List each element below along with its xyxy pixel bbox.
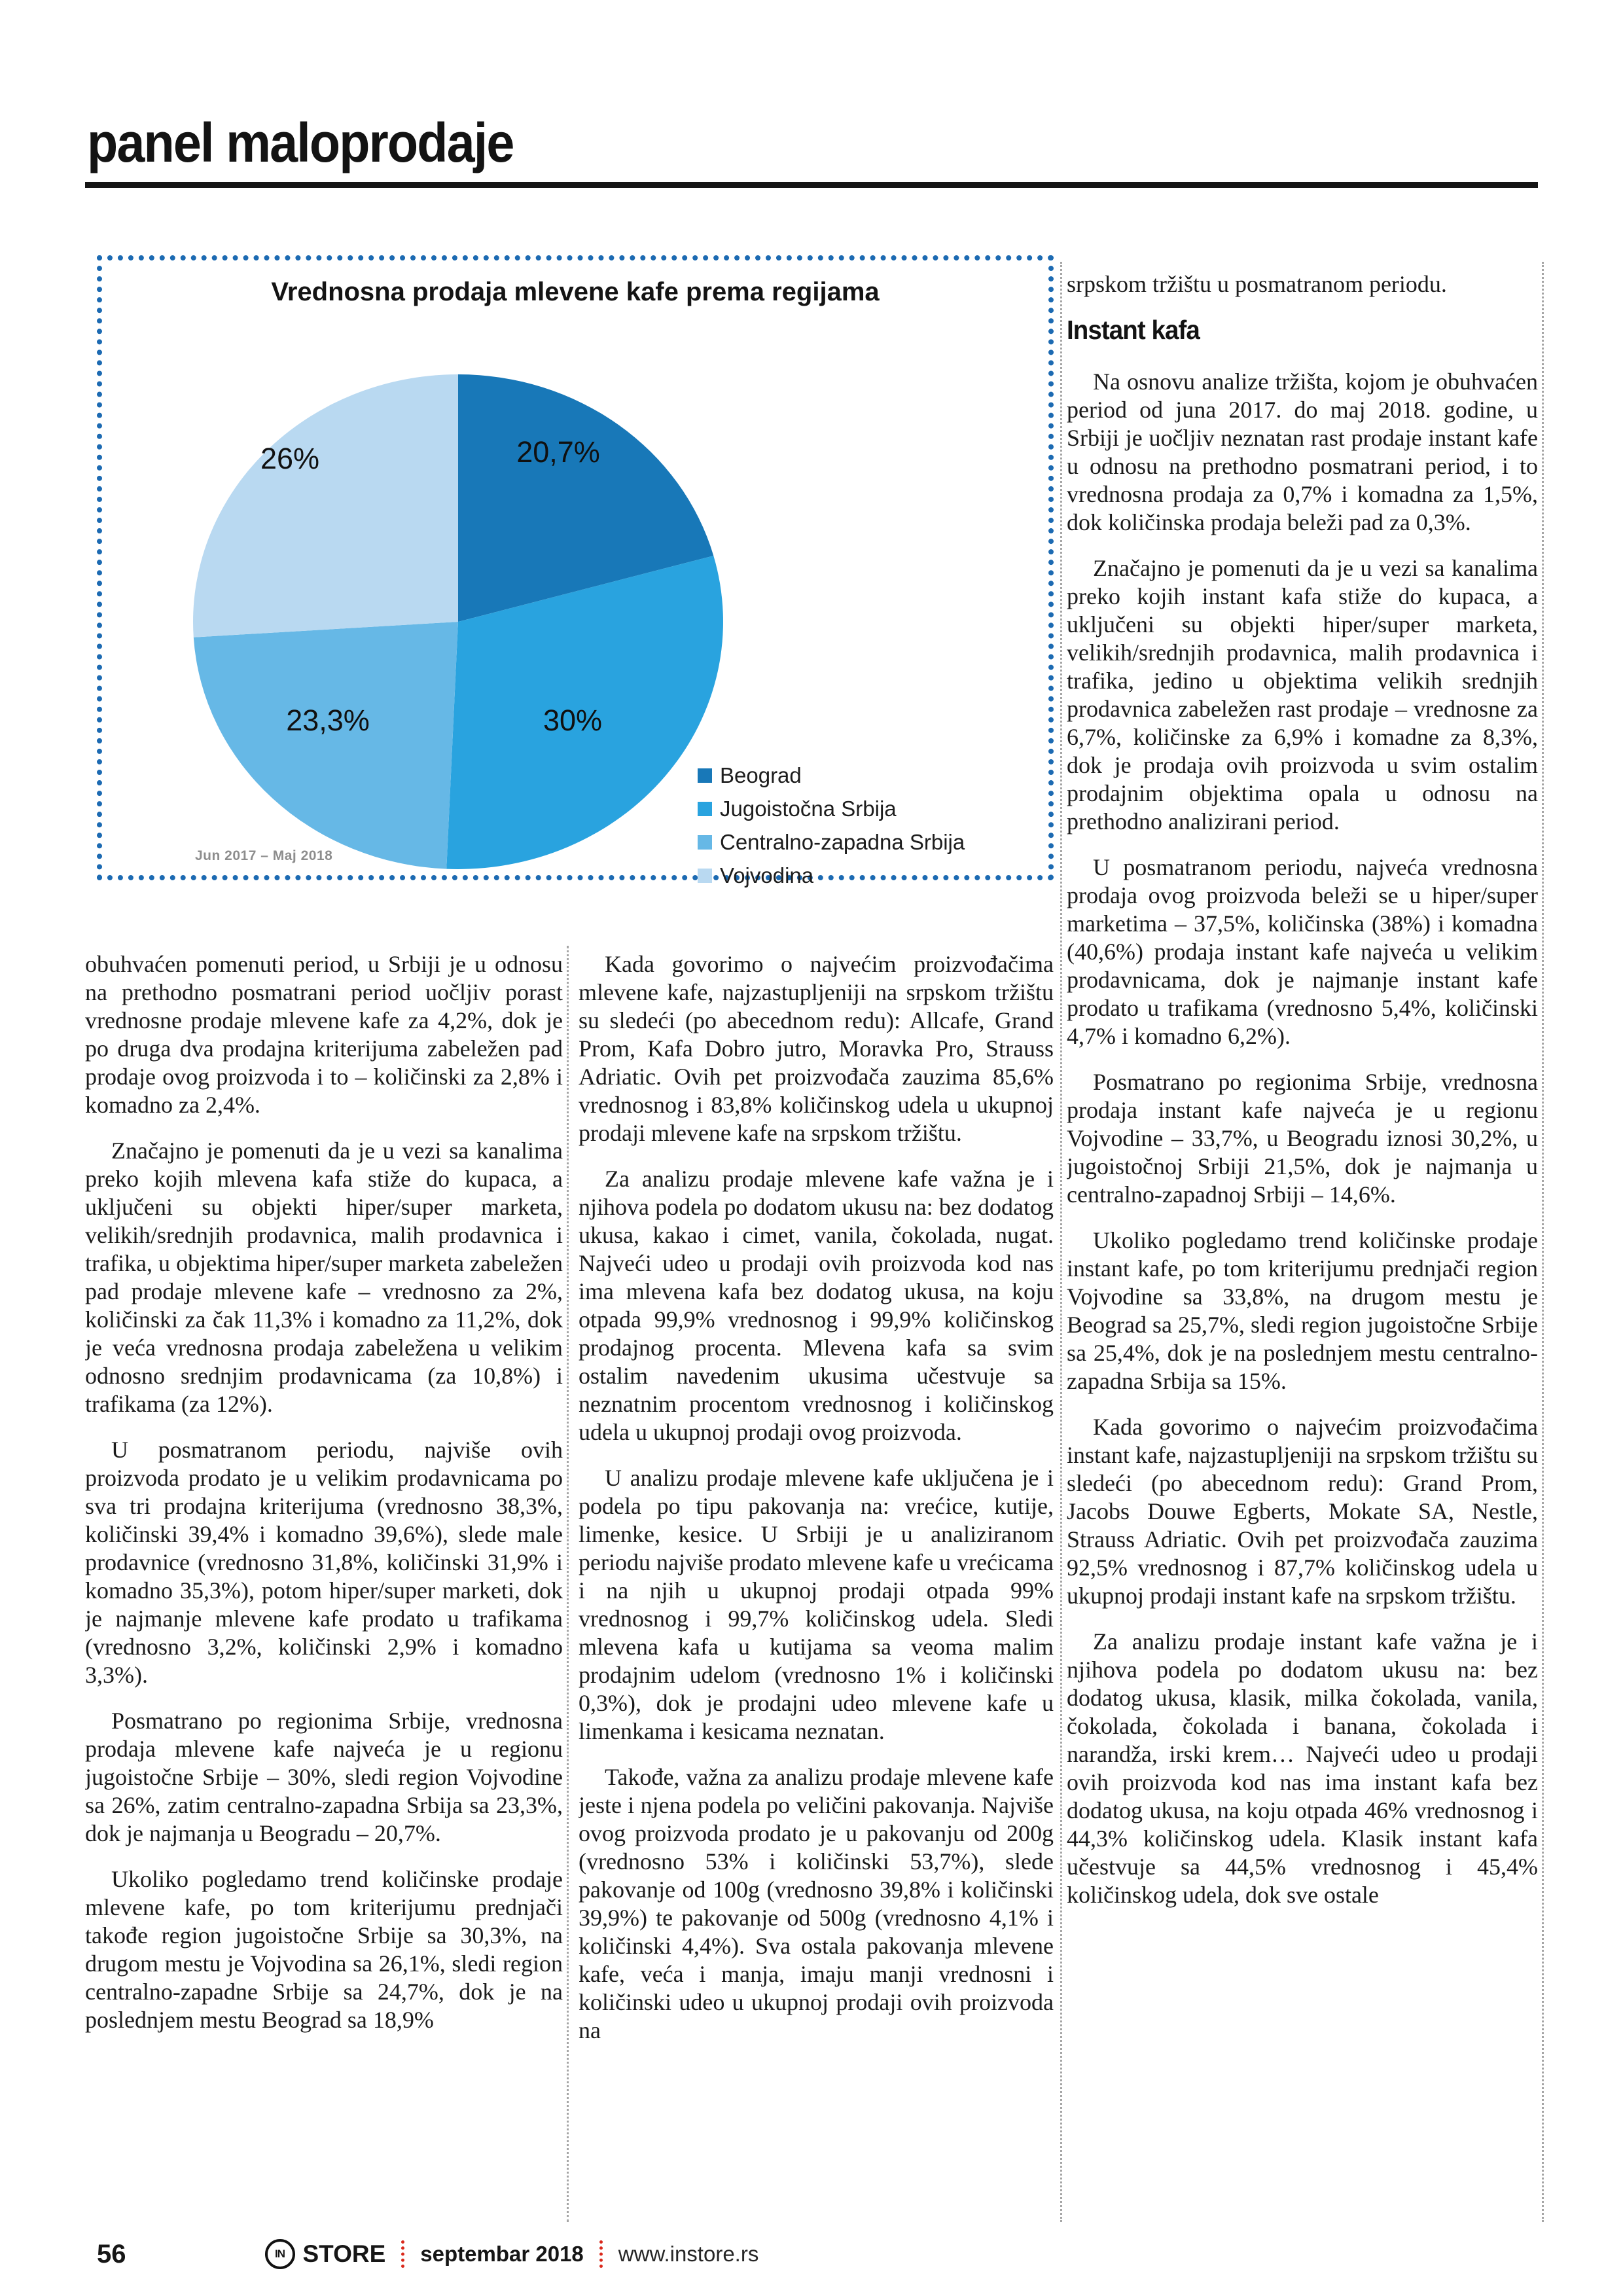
legend-swatch-icon xyxy=(698,835,712,850)
section-heading: Instant kafa xyxy=(1067,315,1200,345)
pie-slice-label: 20,7% xyxy=(516,435,600,469)
paragraph: U posmatranom periodu, najviše ovih proizvoda prodato je u velikim prodavnicama po sva tri prodajna kriterijuma (vrednosno 38,3%, količinski 39,4% i komadno 39,6%), slede male prodavnice (vrednosno 31,8%, količinski 31,9% i komadno 35,3%), potom hiper/super marketi, dok je najmanje mlevene kafe prodato u trafikama (vrednosno 3,2%, količinski 2,9% i komadno 3,3%). xyxy=(85,1437,563,1688)
pie-slice-2 xyxy=(194,622,458,869)
legend-item xyxy=(698,797,965,821)
article-column-right xyxy=(1067,270,1538,2223)
paragraph: srpskom tržištu u posmatranom periodu. xyxy=(1067,271,1447,297)
brand-name: STORE xyxy=(302,2240,386,2267)
paragraph: Na osnovu analize tržišta, kojom je obuhvaćen period od juna 2017. do maj 2018. godine, u Srbiji je uočljiv neznatan rast prodaje instant kafe u odnosu na prethodno posmatrani period, i to vrednosna prodaja za 0,7% i komadna za 1,5%, dok količinska prodaja beleži pad za 0,3%. xyxy=(1067,368,1538,535)
paragraph: U analizu prodaje mlevene kafe uključena je i podela po tipu pakovanja na: vrećice, kutije, limenke, kesice. U Srbiji je u analiziranom periodu najviše prodato mlevene kafe u vrećicama i na njih u ukupnoj prodaji otpada 99% vrednosnog i 99,7% količinskog udela. Sledi mlevena kafa u kutijama sa veoma malim prodajnim udelom (vrednosno 1% i količinski 0,3%), dok je prodajni udeo mlevene kafe u limenkama i kesicama neznatan. xyxy=(579,1465,1054,1744)
paragraph: Kada govorimo o najvećim proizvođačima mlevene kafe, najzastupljeniji na srpskom tržištu su sledeći (po abecednom redu): Allcafe, Grand Prom, Kafa Dobro jutro, Moravka Pro, Strauss Adriatic. Ovih pet proizvođača zauzima 85,6% vrednosnog i 83,8% količinskog udela u ukupnoj prodaji mlevene kafe na srpskom tržištu. xyxy=(579,951,1054,1146)
legend-label: Beograd xyxy=(720,763,802,787)
header-rule xyxy=(85,182,1538,188)
page-number: 56 xyxy=(97,2239,126,2269)
paragraph: Posmatrano po regionima Srbije, vrednosna prodaja mlevene kafe najveća je u regionu jugoistočne Srbije – 30%, sledi region Vojvodine sa 26%, zatim centralno-zapadna Srbija sa 23,3%, dok je najmanja u Beogradu – 20,7%. xyxy=(85,1708,563,1846)
legend-swatch-icon xyxy=(698,768,712,783)
footer-divider xyxy=(401,2240,404,2268)
article-column-middle xyxy=(579,950,1054,2223)
paragraph: Za analizu prodaje mlevene kafe važna je i njihova podela po dodatom ukusu na: bez dodatog ukusa, kakao i cimet, vanila, čokolada, nugat. Najveći udeo u prodaji ovih proizvoda kod nas ima mlevena kafa bez dodatog ukusa, na koju otpada 99,9% vrednosnog i 99,9% količinskog prodajnog procenta. Mlevena kafa sa svim ostalim navedenim ukusima učestvuje sa neznatnim procentom vrednosnog i količinskog udela u ukupnoj prodaji ovog proizvoda. xyxy=(579,1166,1054,1445)
footer-divider xyxy=(599,2240,603,2268)
paragraph: obuhvaćen pomenuti period, u Srbiji je u odnosu na prethodno posmatrani period uočljiv porast vrednosne prodaje mlevene kafe za 4,2%, dok je po druga dva prodajna kriterijuma zabeležen pad prodaje ovog proizvoda i to – količinski za 2,8% i komadno za 2,4%. xyxy=(85,951,563,1118)
pie-slice-3 xyxy=(193,374,458,637)
chart-title: Vrednosna prodaja mlevene kafe prema regijama xyxy=(271,278,880,306)
article-column-left xyxy=(85,950,563,2223)
column-divider xyxy=(1060,262,1062,2222)
paragraph: Za analizu prodaje instant kafe važna je i njihova podela po dodatom ukusu na: bez dodatog ukusa, klasik, milka čokolada, vanila, čokolada, čokolada i banana, čokolada i narandža, irski krem… Najveći udeo u prodaji ovih proizvoda kod nas ima instant kafa bez dodatog ukusa, na koju otpada 46% vrednosnog i 44,3% količinskog udela. Klasik instant kafa učestvuje sa 44,5% vrednosnog i 45,4% količinskog udela, dok sve ostale xyxy=(1067,1628,1538,1908)
column-divider xyxy=(1542,262,1544,2222)
page-footer xyxy=(97,2236,758,2272)
instore-logo xyxy=(265,2239,386,2269)
paragraph: Značajno je pomenuti da je u vezi sa kanalima preko kojih instant kafa stiže do kupaca, a uključeni su objekti hiper/super marketa, velikih/srednjih prodavnica, malih prodavnica i trafika, jedino u objektima velikih srednjih prodavnica zabeležen rast prodaje – vrednosne za 6,7%, količinske za 6,9% i komadne za 8,3%, dok je prodaja ovih proizvoda u svim ostalim prodajnim objektima opala u odnosu na prethodno analizirani period. xyxy=(1067,555,1538,834)
paragraph: Značajno je pomenuti da je u vezi sa kanalima preko kojih mlevena kafa stiže do kupaca, a uključeni su objekti hiper/super marketa, velikih/srednjih prodavnica, malih prodavnica i trafika, u objektima hiper/super marketa zabeležen pad prodaje mlevene kafe – vrednosno za 2%, količinski za čak 11,3% i komadno za 11,2%, dok je veća vrednosna prodaja zabeležena u velikim odnosno srednjim prodavnicama (za 10,8%) i trafikama (za 12%). xyxy=(85,1138,563,1417)
legend-label: Centralno-zapadna Srbija xyxy=(720,830,965,854)
paragraph: Takođe, važna za analizu prodaje mlevene kafe jeste i njena podela po veličini pakovanja. Najviše ovog proizvoda prodato je u pakovanju od 200g (vrednosno 53% i količinski 53,7%), slede pakovanje od 100g (vrednosno 39,8% i količinski 39,9%) te pakovanje od 500g (vrednosno 4,1% i količinski 4,4%). Sva ostala pakovanja mlevene kafe, veća i manja, imaju manji vrednosni i količinski udeo u ukupnoj prodaji ovih proizvoda na xyxy=(579,1764,1054,2043)
page-title: panel maloprodaje xyxy=(87,112,514,173)
legend-item xyxy=(698,830,965,855)
paragraph: Posmatrano po regionima Srbije, vrednosna prodaja instant kafe najveća je u regionu Vojvodine – 33,7%, u Beogradu iznosi 30,2%, u jugoistočnoj Srbiji 21,5%, dok je najmanja u centralno-zapadnoj Srbiji – 14,6%. xyxy=(1067,1069,1538,1208)
column-divider xyxy=(567,946,569,2222)
legend-swatch-icon xyxy=(698,869,712,883)
legend-swatch-icon xyxy=(698,802,712,816)
legend-label: Vojvodina xyxy=(720,863,814,888)
pie-slice-label: 23,3% xyxy=(286,704,370,737)
paragraph: Ukoliko pogledamo trend količinske prodaje instant kafe, po tom kriterijumu prednjači region Vojvodine sa 33,8%, na drugom mestu je Beograd sa 25,7%, sledi region jugoistočne Srbije sa 25,4%, dok je na poslednjem mestu centralno-zapadna Srbija sa 15%. xyxy=(1067,1227,1538,1394)
legend-item xyxy=(698,863,965,888)
issue-date: septembar 2018 xyxy=(420,2242,584,2266)
paragraph: U posmatranom periodu, najveća vrednosna prodaja ovog proizvoda beleži se u hiper/super marketima – 37,5%, količinska (38%) i komadna (40,6%) prodaja instant kafe najveća u velikim prodavnicama, dok je najmanje instant kafe prodato u trafikama (vrednosno 5,4%, količinski 4,7% i komadno 6,2%). xyxy=(1067,854,1538,1049)
chart-legend xyxy=(698,763,965,888)
pie-slice-label: 30% xyxy=(543,704,603,737)
legend-item xyxy=(698,763,965,788)
chart-period-note: Jun 2017 – Maj 2018 xyxy=(195,848,333,863)
legend-label: Jugoistočna Srbija xyxy=(720,797,897,821)
in-circle-icon: IN xyxy=(265,2239,295,2269)
paragraph: Kada govorimo o najvećim proizvođačima instant kafe, najzastupljeniji na srpskom tržištu su sledeći (po abecednom redu): Grand Prom, Jacobs Douwe Egberts, Mokate SA, Nestle, Strauss Adriatic. Ovih pet proizvođača zauzima 92,5% vrednosnog i 87,7% količinskog udela u ukupnoj prodaji instant kafe na srpskom tržištu. xyxy=(1067,1414,1538,1609)
chart-panel xyxy=(97,255,1054,888)
website-url: www.instore.rs xyxy=(618,2242,759,2266)
pie-slice-label: 26% xyxy=(260,442,320,475)
paragraph: Ukoliko pogledamo trend količinske prodaje mlevene kafe, po tom kriterijumu prednjači takođe region jugoistočne Srbije sa 30,3%, na drugom mestu je Vojvodina sa 26,1%, sledi region centralno-zapadne Srbije sa 24,7%, dok je na poslednjem mestu Beograd sa 18,9% xyxy=(85,1866,563,2033)
